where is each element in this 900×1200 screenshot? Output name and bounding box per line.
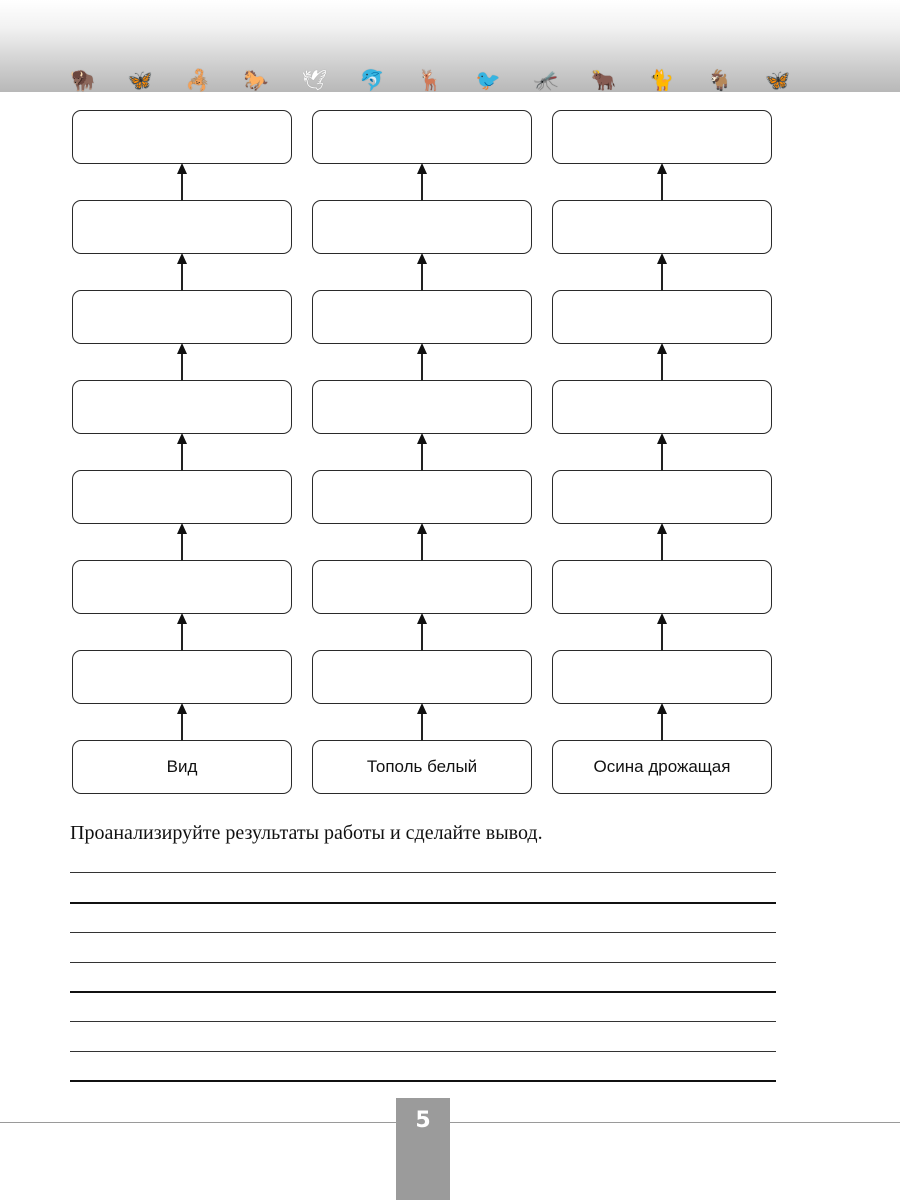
- dolphin-icon: 🐬: [359, 68, 385, 92]
- taxon-fill-box[interactable]: [312, 470, 532, 524]
- answer-line[interactable]: [70, 962, 776, 963]
- taxon-fill-box[interactable]: [72, 560, 292, 614]
- up-arrow-icon: [421, 615, 423, 651]
- horse-icon: 🐎: [243, 68, 269, 92]
- taxon-fill-box[interactable]: [312, 200, 532, 254]
- moose-icon: 🦌: [417, 68, 443, 92]
- cat-icon: 🐈: [649, 68, 675, 92]
- answer-line[interactable]: [70, 872, 776, 873]
- up-arrow-icon: [661, 615, 663, 651]
- up-arrow-icon: [421, 435, 423, 471]
- up-arrow-icon: [661, 345, 663, 381]
- insect-icon: 🦟: [533, 68, 559, 92]
- up-arrow-icon: [421, 165, 423, 201]
- taxon-fill-box[interactable]: [552, 380, 772, 434]
- taxon-base-box: Осина дрожащая: [552, 740, 772, 794]
- up-arrow-icon: [421, 705, 423, 741]
- taxon-fill-box[interactable]: [552, 650, 772, 704]
- taxon-fill-box[interactable]: [312, 110, 532, 164]
- page-number: 5: [415, 1108, 431, 1133]
- up-arrow-icon: [421, 525, 423, 561]
- butterfly-icon: 🦋: [764, 68, 790, 92]
- bird-icon: 🐦: [475, 68, 501, 92]
- up-arrow-icon: [661, 525, 663, 561]
- up-arrow-icon: [661, 165, 663, 201]
- up-arrow-icon: [181, 435, 183, 471]
- scorpion-icon: 🦂: [185, 68, 211, 92]
- up-arrow-icon: [421, 255, 423, 291]
- answer-line[interactable]: [70, 1080, 776, 1082]
- taxon-fill-box[interactable]: [312, 380, 532, 434]
- taxon-fill-box[interactable]: [72, 470, 292, 524]
- taxon-base-box: Вид: [72, 740, 292, 794]
- up-arrow-icon: [661, 255, 663, 291]
- taxon-fill-box[interactable]: [312, 560, 532, 614]
- up-arrow-icon: [181, 525, 183, 561]
- taxon-fill-box[interactable]: [552, 110, 772, 164]
- taxon-fill-box[interactable]: [552, 560, 772, 614]
- up-arrow-icon: [421, 345, 423, 381]
- taxon-fill-box[interactable]: [552, 290, 772, 344]
- taxon-base-box: Тополь белый: [312, 740, 532, 794]
- up-arrow-icon: [181, 705, 183, 741]
- answer-line[interactable]: [70, 932, 776, 933]
- taxon-fill-box[interactable]: [552, 200, 772, 254]
- taxon-fill-box[interactable]: [552, 470, 772, 524]
- taxon-fill-box[interactable]: [72, 200, 292, 254]
- taxon-fill-box[interactable]: [72, 650, 292, 704]
- header-icon-strip: [70, 64, 790, 92]
- taxon-fill-box[interactable]: [72, 110, 292, 164]
- exercise-prompt: Проанализируйте результаты работы и сделайте вывод.: [70, 822, 543, 844]
- footer-rule: [0, 1122, 900, 1123]
- taxon-fill-box[interactable]: [312, 290, 532, 344]
- answer-line[interactable]: [70, 991, 776, 993]
- bison-icon: 🦬: [70, 68, 95, 92]
- butterfly-icon: 🦋: [127, 68, 153, 92]
- taxon-fill-box[interactable]: [72, 380, 292, 434]
- swallow-icon: 🕊: [301, 68, 327, 92]
- up-arrow-icon: [181, 615, 183, 651]
- antelope-icon: 🐐: [707, 68, 733, 92]
- up-arrow-icon: [181, 165, 183, 201]
- answer-line[interactable]: [70, 902, 776, 904]
- bull-icon: 🐂: [591, 68, 617, 92]
- answer-line[interactable]: [70, 1051, 776, 1052]
- up-arrow-icon: [661, 705, 663, 741]
- up-arrow-icon: [181, 255, 183, 291]
- taxon-fill-box[interactable]: [312, 650, 532, 704]
- taxon-fill-box[interactable]: [72, 290, 292, 344]
- up-arrow-icon: [181, 345, 183, 381]
- answer-line[interactable]: [70, 1021, 776, 1022]
- up-arrow-icon: [661, 435, 663, 471]
